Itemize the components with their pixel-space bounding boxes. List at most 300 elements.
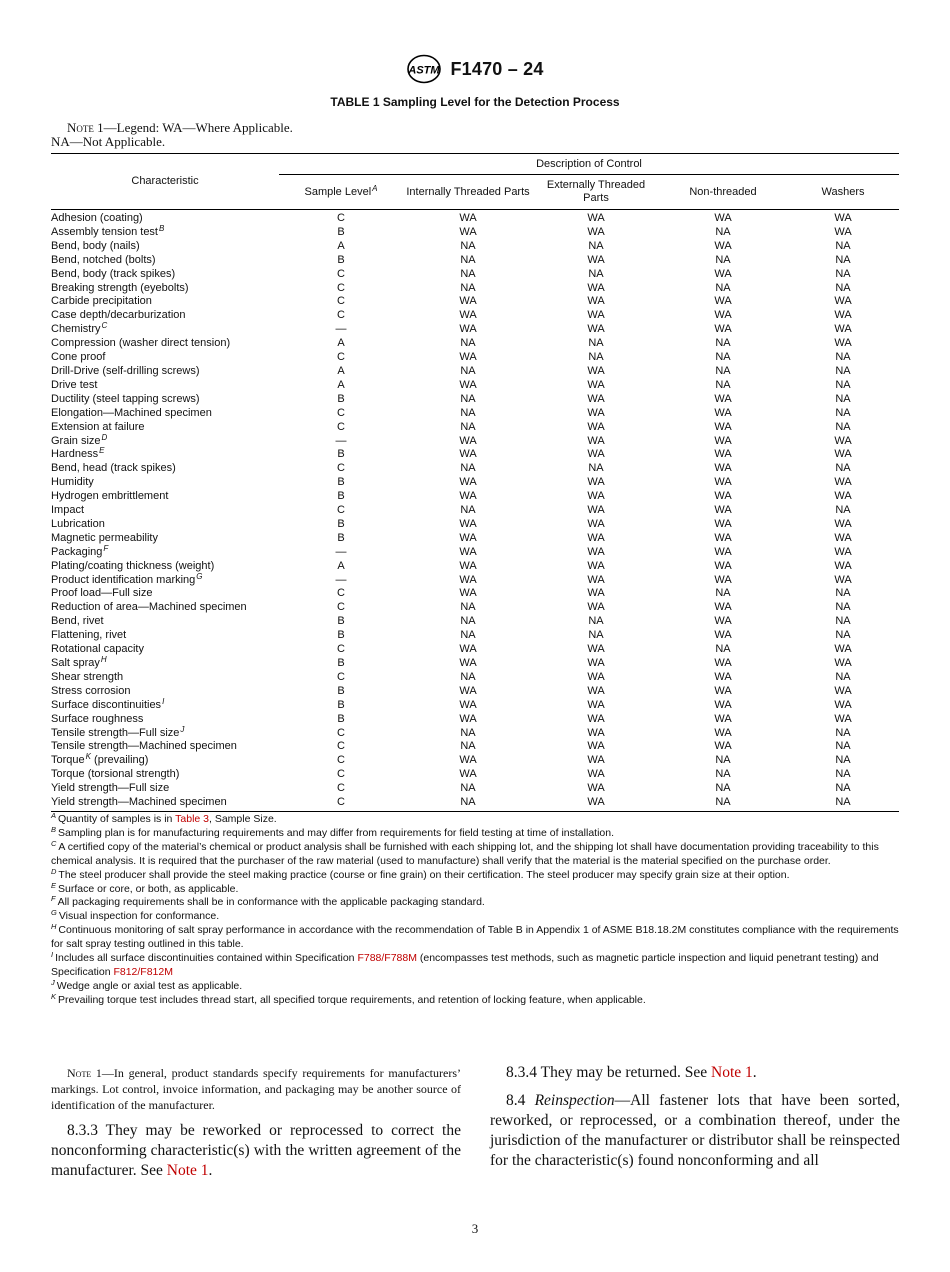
note-1-paragraph: Note 1—In general, product standards specify requirements for manufacturers’ markings. Lot control, invoice information, and packaging may be another source of identification of the manufacturer. (51, 1066, 461, 1112)
external-cell: WA (587, 212, 605, 224)
washers-cell: WA (834, 212, 852, 224)
external-cell: WA (587, 754, 605, 767)
internal-cell: NA (460, 281, 476, 294)
sample-level-cell: C (337, 406, 345, 419)
footnote-a: $^A$ Quantity of samples is in Table 3, Sample Size. (51, 811, 277, 825)
column-header-washers: Washers (821, 185, 865, 198)
characteristic-cell: Reduction of area—Machined specimen (51, 601, 247, 614)
non-threaded-cell: WA (714, 517, 732, 530)
external-cell: WA (587, 768, 605, 781)
characteristic-cell: Torque (torsional strength) (51, 768, 180, 781)
table-row (51, 462, 899, 476)
column-header-characteristic: Characteristic (131, 175, 199, 187)
sample-level-cell: B (337, 531, 345, 544)
washers-cell: WA (834, 684, 852, 697)
table-row (51, 323, 899, 337)
external-cell: WA (587, 559, 605, 572)
internal-cell: WA (459, 545, 477, 558)
sampling-level-table (51, 153, 899, 812)
washers-cell: NA (835, 782, 851, 795)
non-threaded-cell: NA (715, 364, 731, 377)
section-8-3-3: 8.3.3 They may be reworked or reprocessed to correct the nonconforming characteristic(s) with the written agreement of the manufacturer. See Note 1. (51, 1122, 461, 1179)
sample-level-cell: C (337, 768, 345, 781)
non-threaded-cell: WA (714, 462, 732, 475)
internal-cell: WA (459, 698, 477, 711)
non-threaded-cell: WA (714, 531, 732, 544)
washers-cell: WA (834, 712, 852, 725)
page-number: 3 (471, 1221, 479, 1236)
washers-cell: WA (834, 434, 852, 447)
table-footnotes (51, 813, 901, 1008)
internal-cell: WA (459, 517, 477, 530)
external-cell: NA (588, 629, 604, 642)
external-cell: WA (587, 643, 605, 656)
characteristic-cell: Plating/coating thickness (weight) (51, 559, 215, 572)
non-threaded-cell: WA (714, 212, 732, 224)
external-cell: WA (587, 434, 605, 447)
sample-level-cell: A (337, 559, 345, 572)
characteristic-cell: Lubrication (51, 517, 105, 530)
footnote-ref: D (101, 432, 108, 442)
internal-cell: WA (459, 378, 477, 391)
external-cell: WA (587, 448, 605, 461)
section-8-4: 8.4 Reinspection—All fastener lots that have been sorted, reworked, or reprocessed, or a combination thereof, under the jurisdiction of the manufacturer or distributor shall be reinspected for the characteristic(s) found nonconforming and all (490, 1092, 900, 1169)
sample-level-cell: A (337, 239, 345, 252)
footnote-ref: A (372, 183, 378, 193)
table-3-link[interactable]: Table 3 (175, 813, 209, 825)
non-threaded-cell: WA (714, 657, 732, 669)
note-legend-line2: NA—Not Applicable. (51, 134, 166, 149)
footnote-h: $^H$ Continuous monitoring of salt spray performance in accordance with the recommendation of Table B in Appendix 1 of ASME B18.18.2M constitutes compliance with the requirements for salt spray testing outlined in this table. (51, 922, 899, 951)
table-row (51, 282, 899, 296)
sample-level-cell: C (337, 601, 345, 614)
note-1-link[interactable]: Note 1 (711, 1064, 753, 1081)
external-cell: WA (587, 309, 605, 322)
astm-logo-icon (406, 54, 442, 84)
internal-cell: NA (403, 796, 533, 811)
external-cell: WA (587, 657, 605, 669)
characteristic-cell: Adhesion (coating) (51, 212, 143, 224)
characteristic-cell: Tensile strength—Machined specimen (51, 740, 237, 753)
washers-cell: NA (835, 239, 851, 252)
characteristic-cell: Ductility (steel tapping screws) (51, 392, 200, 405)
washers-cell: NA (835, 420, 851, 433)
table-row (51, 518, 899, 532)
table-row (51, 657, 899, 671)
column-header-internally-threaded: Internally Threaded Parts (406, 185, 530, 198)
external-cell: WA (587, 531, 605, 544)
internal-cell: WA (459, 351, 477, 364)
non-threaded-cell: WA (714, 323, 732, 336)
table-row (51, 782, 899, 796)
non-threaded-cell: WA (714, 545, 732, 558)
table-row (51, 268, 899, 282)
characteristic-cell: Yield strength—Full size (51, 782, 170, 795)
non-threaded-cell: NA (715, 782, 731, 795)
table-row (51, 643, 899, 657)
footnote-b: $^B$ Sampling plan is for manufacturing requirements and may differ from requirements for field testing at time of installation. (51, 824, 615, 839)
sample-level-cell: C (337, 504, 345, 517)
footnote-g: $^G$ Visual inspection for conformance. (51, 908, 220, 923)
non-threaded-cell: WA (714, 670, 732, 683)
sample-level-cell: C (337, 740, 345, 753)
footnote-ref: F (103, 543, 109, 553)
internal-cell: NA (460, 337, 476, 350)
washers-cell: NA (835, 351, 851, 364)
external-cell: WA (587, 601, 605, 614)
external-cell: NA (588, 615, 604, 628)
characteristic-cell: Elongation—Machined specimen (51, 406, 212, 419)
washers-cell: WA (834, 476, 852, 489)
characteristic-cell: Surface discontinuities$^I$ (51, 696, 165, 711)
washers-cell: NA (835, 601, 851, 614)
sample-level-cell: — (335, 545, 347, 558)
external-cell: WA (587, 573, 605, 586)
non-threaded-cell: WA (714, 726, 732, 739)
internal-cell: WA (459, 531, 477, 544)
footnote-d: $^D$ The steel producer shall provide the steel making practice (course or fine grain) on their certification. The steel producer may specify grain size at their option. (51, 866, 790, 881)
non-threaded-cell: NA (715, 768, 731, 781)
washers-cell: NA (835, 768, 851, 781)
column-group-description-of-control: Description of Control (279, 154, 899, 175)
column-header-sample-level: Sample Level$^A$ (304, 183, 378, 198)
sample-level-cell: B (337, 698, 345, 711)
external-cell: WA (587, 517, 605, 530)
table-row (51, 226, 899, 240)
characteristic-cell: Extension at failure (51, 420, 145, 433)
external-cell: WA (587, 406, 605, 419)
internal-cell: WA (459, 587, 477, 600)
internal-cell: WA (459, 448, 477, 461)
characteristic-cell: Compression (washer direct tension) (51, 337, 231, 350)
sample-level-cell: A (337, 337, 345, 350)
table-row (51, 601, 899, 615)
washers-cell: NA (835, 726, 851, 739)
note-1-link[interactable]: Note 1 (166, 1162, 209, 1179)
characteristic-cell: Humidity (51, 476, 94, 489)
external-cell: WA (587, 490, 605, 503)
non-threaded-cell: WA (714, 712, 732, 725)
external-cell: WA (587, 392, 605, 405)
external-cell: WA (587, 782, 605, 795)
washers-cell: WA (834, 531, 852, 544)
sample-level-cell: A (337, 364, 345, 377)
table-row (51, 713, 899, 727)
characteristic-cell: Impact (51, 504, 85, 517)
washers-cell: NA (835, 364, 851, 377)
table-row (51, 365, 899, 379)
characteristic-cell: Flattening, rivet (51, 629, 127, 642)
washers-cell: NA (835, 378, 851, 391)
washers-cell: WA (834, 309, 852, 322)
non-threaded-cell: WA (714, 420, 732, 433)
characteristic-cell: Tensile strength—Full size$^J$ (51, 724, 185, 739)
document-header (0, 52, 950, 86)
characteristic-cell: Product identification marking$^G$ (51, 571, 203, 586)
characteristic-cell: Bend, head (track spikes) (51, 462, 176, 475)
characteristic-cell: Carbide precipitation (51, 295, 152, 308)
characteristic-cell: Yield strength—Machined specimen (51, 796, 279, 811)
footnote-j: $^J$ Wedge angle or axial test as applicable. (51, 977, 243, 992)
washers-cell: NA (835, 670, 851, 683)
washers-cell: WA (834, 337, 852, 350)
internal-cell: NA (460, 629, 476, 642)
internal-cell: NA (460, 601, 476, 614)
characteristic-cell: Stress corrosion (51, 684, 131, 697)
table-legend-note (51, 121, 293, 149)
table-row (51, 796, 899, 811)
standard-designation: F1470 – 24 (450, 58, 544, 79)
sample-level-cell: C (337, 295, 345, 308)
external-cell: WA (587, 253, 605, 266)
internal-cell: WA (459, 684, 477, 697)
external-cell: WA (587, 323, 605, 336)
sample-level-cell: C (337, 267, 345, 280)
non-threaded-cell: WA (714, 392, 732, 405)
table-row (51, 490, 899, 504)
sample-level-cell: C (337, 726, 345, 739)
characteristic-cell: Bend, body (nails) (51, 239, 140, 252)
external-cell: WA (587, 545, 605, 558)
table-row (51, 574, 899, 588)
footnote-e: $^E$ Surface or core, or both, as applicable. (51, 880, 239, 895)
body-column-right (490, 1063, 900, 1171)
washers-cell: NA (835, 740, 851, 753)
washers-cell: NA (835, 267, 851, 280)
table-row (51, 351, 899, 365)
internal-cell: WA (459, 559, 477, 572)
external-cell: NA (588, 239, 604, 252)
characteristic-cell: Rotational capacity (51, 643, 144, 656)
footnote-ref: K (85, 752, 91, 762)
table-row (51, 393, 899, 407)
non-threaded-cell: NA (715, 587, 731, 600)
column-header-non-threaded: Non-threaded (689, 185, 757, 198)
table-row (51, 615, 899, 629)
non-threaded-cell: WA (714, 698, 732, 711)
table-row (51, 210, 899, 226)
table-row (51, 448, 899, 462)
internal-cell: NA (460, 782, 476, 795)
table-row (51, 546, 899, 560)
washers-cell: NA (835, 281, 851, 294)
non-threaded-cell: NA (659, 796, 787, 811)
sample-level-cell: B (337, 225, 345, 238)
non-threaded-cell: WA (714, 629, 732, 642)
footnote-ref: J (180, 724, 185, 734)
external-cell: WA (587, 476, 605, 489)
washers-cell: WA (834, 295, 852, 308)
sampling-table-wrap (51, 153, 899, 812)
non-threaded-cell: WA (714, 267, 732, 280)
characteristic-cell: Proof load—Full size (51, 587, 153, 600)
external-cell: WA (587, 726, 605, 739)
washers-cell: NA (835, 587, 851, 600)
internal-cell: WA (459, 712, 477, 725)
footnote-i: $^I$ Includes all surface discontinuities contained within Specification F788/F788M (encompasses test methods, such as magnetic particle inspection and liquid penetrant testing) and Specification F812/F812M (51, 950, 879, 978)
characteristic-cell: Breaking strength (eyebolts) (51, 281, 189, 294)
external-cell: WA (587, 740, 605, 753)
characteristic-cell: Bend, body (track spikes) (51, 267, 176, 280)
table-row (51, 685, 899, 699)
table-row (51, 476, 899, 490)
external-cell: WA (533, 796, 659, 811)
non-threaded-cell: WA (714, 434, 732, 447)
sample-level-cell: B (337, 712, 345, 725)
characteristic-cell: Cone proof (51, 351, 106, 364)
non-threaded-cell: WA (714, 559, 732, 572)
non-threaded-cell: WA (714, 615, 732, 628)
characteristic-cell: Torque$^K$ (prevailing) (51, 752, 149, 767)
internal-cell: WA (459, 768, 477, 781)
table-row (51, 768, 899, 782)
washers-cell: NA (787, 796, 899, 811)
sample-level-cell: B (337, 615, 345, 628)
section-8-3-4: 8.3.4 They may be returned. See Note 1. (506, 1064, 757, 1081)
table-row (51, 254, 899, 268)
washers-cell: WA (834, 657, 852, 669)
sample-level-cell: B (337, 392, 345, 405)
external-cell: WA (587, 378, 605, 391)
footnote-ref: I (162, 696, 165, 706)
svg-text:ASTM: ASTM (408, 64, 441, 77)
table-body (51, 210, 899, 812)
sample-level-cell: B (337, 684, 345, 697)
non-threaded-cell: WA (714, 448, 732, 461)
sample-level-cell: C (337, 281, 345, 294)
washers-cell: WA (834, 559, 852, 572)
sample-level-cell: C (337, 420, 345, 433)
internal-cell: WA (459, 490, 477, 503)
footnote-k: $^K$ Prevailing torque test includes thread start, all specified torque requirements, and retention of locking feature, when applicable. (51, 991, 646, 1006)
washers-cell: WA (834, 573, 852, 586)
non-threaded-cell: WA (714, 504, 732, 517)
table-row (51, 295, 899, 309)
sample-level-cell: B (337, 253, 345, 266)
characteristic-cell: Chemistry$^C$ (51, 321, 108, 336)
internal-cell: NA (460, 267, 476, 280)
internal-cell: WA (459, 309, 477, 322)
footnote-ref: B (159, 223, 165, 233)
internal-cell: NA (460, 726, 476, 739)
sample-level-cell: B (337, 629, 345, 642)
washers-cell: WA (834, 517, 852, 530)
washers-cell: WA (834, 643, 852, 656)
table-row (51, 504, 899, 518)
characteristic-cell: Bend, notched (bolts) (51, 253, 156, 266)
non-threaded-cell: NA (715, 754, 731, 767)
washers-cell: NA (835, 754, 851, 767)
internal-cell: NA (460, 392, 476, 405)
internal-cell: NA (460, 253, 476, 266)
internal-cell: NA (460, 462, 476, 475)
internal-cell: WA (459, 643, 477, 656)
table-row (51, 754, 899, 768)
internal-cell: WA (459, 295, 477, 308)
sample-level-cell: C (337, 587, 345, 600)
external-cell: NA (588, 462, 604, 475)
sample-level-cell: B (337, 448, 345, 461)
internal-cell: WA (459, 212, 477, 224)
characteristic-cell: Hardness$^E$ (51, 446, 105, 461)
washers-cell: WA (834, 323, 852, 336)
non-threaded-cell: NA (715, 378, 731, 391)
non-threaded-cell: WA (714, 490, 732, 503)
external-cell: WA (587, 698, 605, 711)
washers-cell: WA (834, 698, 852, 711)
external-cell: WA (587, 504, 605, 517)
internal-cell: NA (460, 420, 476, 433)
table-row (51, 740, 899, 754)
sample-level-cell: — (335, 573, 347, 586)
external-cell: WA (587, 587, 605, 600)
internal-cell: NA (460, 670, 476, 683)
non-threaded-cell: WA (714, 295, 732, 308)
external-cell: WA (587, 684, 605, 697)
table-row (51, 727, 899, 741)
characteristic-cell: Magnetic permeability (51, 531, 158, 544)
characteristic-cell: Case depth/decarburization (51, 309, 186, 322)
non-threaded-cell: WA (714, 740, 732, 753)
column-header-externally-threaded: Externally Threaded Parts (546, 179, 646, 204)
table-row (51, 240, 899, 254)
external-cell: NA (588, 351, 604, 364)
external-cell: WA (587, 420, 605, 433)
internal-cell: WA (459, 657, 477, 669)
sample-level-cell: C (279, 796, 403, 811)
table-row (51, 671, 899, 685)
external-cell: WA (587, 364, 605, 377)
internal-cell: WA (459, 434, 477, 447)
sample-level-cell: B (337, 490, 345, 503)
washers-cell: WA (834, 448, 852, 461)
footnote-f: $^F$ All packaging requirements shall be in conformance with the applicable packaging standard. (51, 894, 485, 909)
f788-link[interactable]: F788/F788M (357, 952, 417, 965)
non-threaded-cell: NA (715, 281, 731, 294)
table-caption: TABLE 1 Sampling Level for the Detection Process (330, 95, 620, 109)
characteristic-cell: Assembly tension test$^B$ (51, 223, 165, 238)
non-threaded-cell: WA (714, 684, 732, 697)
internal-cell: WA (459, 225, 477, 238)
external-cell: WA (587, 295, 605, 308)
external-cell: WA (587, 712, 605, 725)
characteristic-cell: Salt spray$^H$ (51, 655, 107, 669)
sample-level-cell: B (337, 517, 345, 530)
external-cell: WA (587, 225, 605, 238)
characteristic-cell: Grain size$^D$ (51, 432, 108, 447)
washers-cell: NA (835, 615, 851, 628)
internal-cell: WA (459, 573, 477, 586)
external-cell: WA (587, 281, 605, 294)
section-title-reinspection: Reinspection (534, 1092, 615, 1109)
non-threaded-cell: WA (714, 239, 732, 252)
characteristic-cell: Hydrogen embrittlement (51, 490, 169, 503)
characteristic-cell: Bend, rivet (51, 615, 104, 628)
internal-cell: WA (459, 476, 477, 489)
sample-level-cell: B (337, 657, 345, 669)
body-column-left (51, 1065, 461, 1181)
footnote-ref: G (196, 571, 203, 581)
internal-cell: NA (460, 239, 476, 252)
sample-level-cell: A (337, 378, 345, 391)
table-row (51, 435, 899, 449)
washers-cell: WA (834, 490, 852, 503)
f812-link[interactable]: F812/F812M (113, 965, 173, 978)
sample-level-cell: C (337, 462, 345, 475)
sample-level-cell: C (337, 782, 345, 795)
washers-cell: WA (834, 545, 852, 558)
table-row (51, 407, 899, 421)
